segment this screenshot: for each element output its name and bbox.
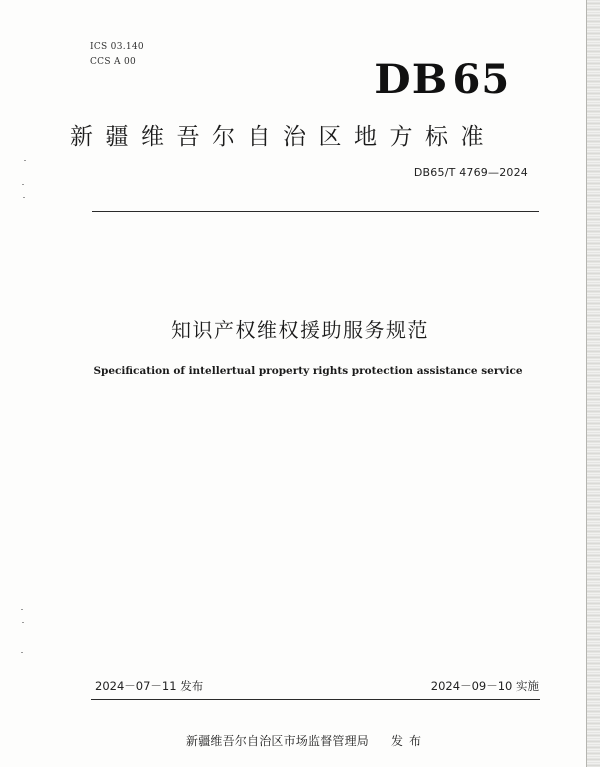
publisher-line [186,732,427,749]
scan-speck [22,622,24,623]
standard-code: DB65/T 4769—2024 [413,166,528,179]
db-standard-mark [376,56,510,103]
top-divider [92,211,539,212]
ics-code: ICS 03.140 [90,42,144,52]
scan-speck [21,609,23,610]
scan-speck [22,184,24,185]
classification-codes [90,40,144,70]
scan-speck [21,652,23,653]
document-title-english: Specification of intellertual property rights protection assistance service [93,365,523,377]
scanned-edge-line [586,0,587,767]
bottom-divider [91,699,540,700]
implementation-date: 2024－09－10 实施 [430,679,539,693]
issue-date: 2024－07－11 发布 [95,679,204,693]
standard-type-heading: 新疆维吾尔自治区地方标准 [70,124,496,150]
document-title-chinese: 知识产权维权援助服务规范 [171,318,429,342]
publisher-action: 发布 [391,734,428,748]
scanned-page-edge [586,0,600,767]
ccs-code: CCS A 00 [90,57,137,67]
db-mark-letters: DB [374,56,449,103]
scan-speck [24,160,26,161]
publisher-name: 新疆维吾尔自治区市场监督管理局 [186,734,370,748]
db-mark-number: 65 [452,56,511,103]
scan-speck [23,197,25,198]
